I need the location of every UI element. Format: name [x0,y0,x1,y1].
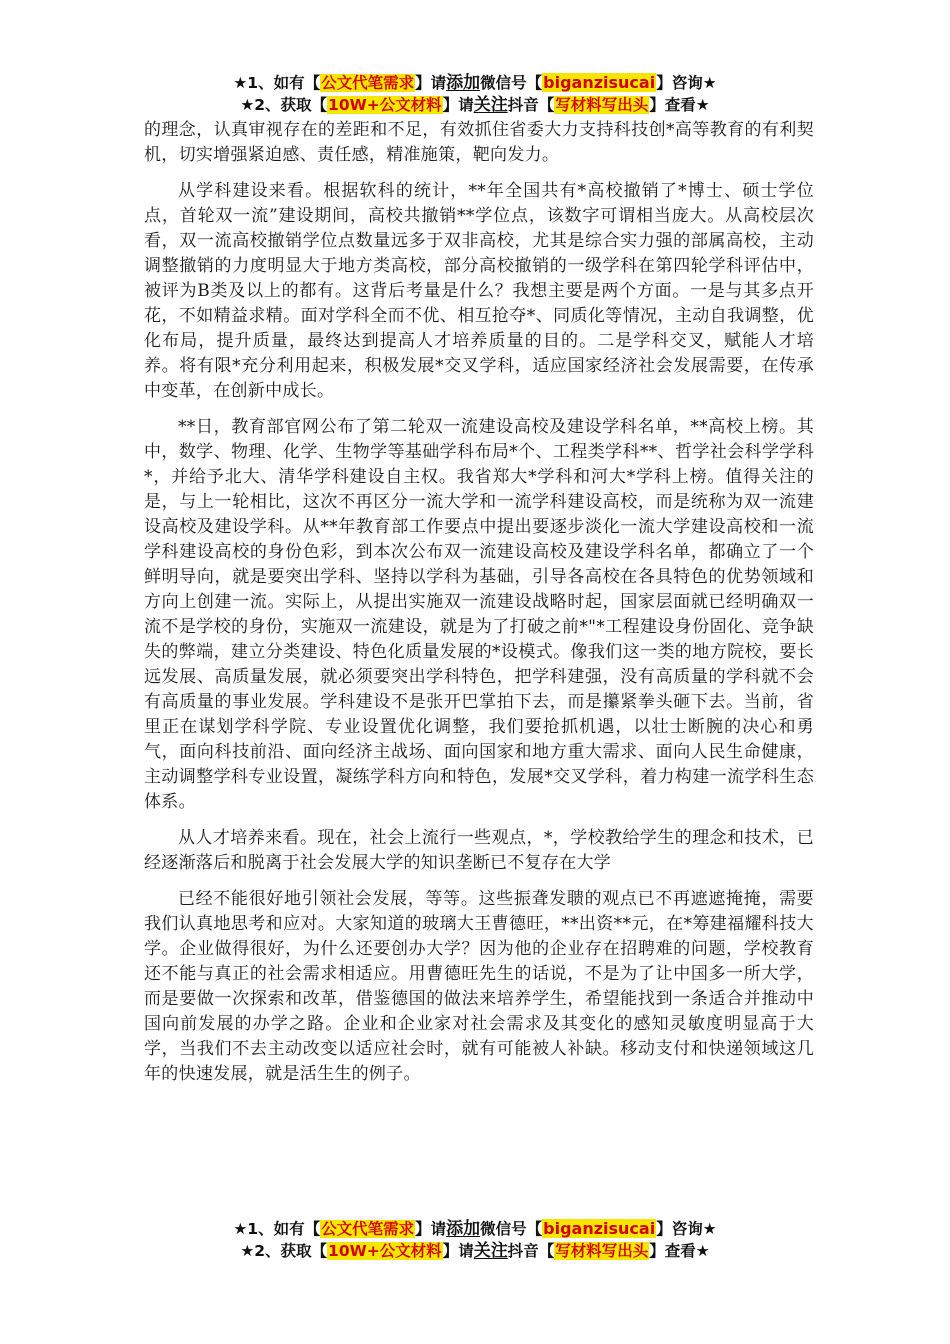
banner-text: ★2、获取【 [240,96,328,114]
banner-line-1 [0,72,950,94]
banner-text: 微信号【 [480,74,543,92]
highlight-douyin-account: 写材料写出头 [555,96,649,114]
banner-text: ★1、如有【 [233,74,321,92]
header-banner [0,72,950,116]
highlight-materials: 10W+公文材料 [328,96,442,114]
footer-banner [0,1218,950,1262]
underlined-word: 关注 [473,95,508,115]
underlined-word: 添加 [446,73,481,93]
banner-text: 】咨询★ [656,74,717,92]
banner-text: 】咨询★ [656,1220,717,1238]
banner-text: 】查看★ [649,1242,710,1260]
banner-text: 】请 [442,1242,474,1260]
paragraph: 已经不能很好地引领社会发展，等等。这些振聋发聩的观点已不再遮遮掩掩，需要我们认真地思考和应对。大家知道的玻璃大王曹德旺，**出资**元，在*筹建福耀科技大学。企业做得很好，为什么还要创办大学？因为他的企业存在招聘难的问题，学校教育还不能与真正的社会需求相适应。用曹德旺先生的话说，不是为了让中国多一所大学，而是要做一次探索和改革，借鉴德国的做法来培养学生，希望能找到一条适合并推动中国向前发展的办学之路。企业和企业家对社会需求及其变化的感知灵敏度明显高于大学，当我们不去主动改变以适应社会时，就有可能被人补缺。移动支付和快递领域这几年的快速发展，就是活生生的例子。 [144,889,814,1084]
banner-text: 微信号【 [480,1220,543,1238]
highlight-wechat-id: biganzisucai [543,73,656,92]
highlight-service: 公文代笔需求 [321,74,415,92]
paragraph: 从人才培养来看。现在，社会上流行一些观点，*，学校教给学生的理念和技术，已经逐渐落后和脱离于社会发展大学的知识垄断已不复存在大学 [144,828,814,873]
underlined-word: 关注 [473,1241,508,1261]
banner-text: 】查看★ [649,96,710,114]
banner-text: 】请 [415,1220,447,1238]
banner-text: ★1、如有【 [233,1220,321,1238]
paragraph: 从学科建设来看。根据软科的统计，**年全国共有*高校撤销了*博士、硕士学位点，首轮双一流”建设期间，高校共撤销**学位点，该数字可谓相当庞大。从高校层次看，双一流高校撤销学位点数量远多于双非高校，尤其是综合实力强的部属高校，主动调整撤销的力度明显大于地方类高校，部分高校撤销的一级学科在第四轮学科评估中，被评为B类及以上的都有。这背后考量是什么？我想主要是两个方面。一是与其多点开花，不如精益求精。面对学科全而不优、相互抢夺*、同质化等情况，主动自我调整，优化布局，提升质量，最终达到提高人才培养质量的目的。二是学科交叉，赋能人才培养。将有限*充分利用起来，积极发展*交叉学科，适应国家经济社会发展需要，在传承中变革，在创新中成长。 [144,181,814,401]
banner-text: 抖音【 [507,96,555,114]
banner-text: ★2、获取【 [240,1242,328,1260]
banner-line-2 [0,1240,950,1262]
document-body [144,118,814,1098]
highlight-wechat-id: biganzisucai [543,1219,656,1238]
banner-text: 】请 [415,74,447,92]
paragraph: 的理念，认真审视存在的差距和不足，有效抓住省委大力支持科技创*高等教育的有利契机，切实增强紧迫感、责任感，精准施策，靶向发力。 [144,120,814,165]
highlight-materials: 10W+公文材料 [328,1242,442,1260]
highlight-douyin-account: 写材料写出头 [555,1242,649,1260]
banner-line-1 [0,1218,950,1240]
underlined-word: 添加 [446,1219,481,1239]
banner-line-2 [0,94,950,116]
paragraph: **日，教育部官网公布了第二轮双一流建设高校及建设学科名单，**高校上榜。其中，数学、物理、化学、生物学等基础学科布局*个、工程类学科**、哲学社会科学学科*，并给予北大、清华学科建设自主权。我省郑大*学科和河大*学科上榜。值得关注的是，与上一轮相比，这次不再区分一流大学和一流学科建设高校，而是统称为双一流建设高校及建设学科。从**年教育部工作要点中提出要逐步淡化一流大学建设高校和一流学科建设高校的身份色彩，到本次公布双一流建设高校及建设学科名单，都确立了一个鲜明导向，就是要突出学科、坚持以学科为基础，引导各高校在各具特色的优势领域和方向上创建一流。实际上，从提出实施双一流建设战略时起，国家层面就已经明确双一流不是学校的身份，实施双一流建设，就是为了打破之前*"*工程建设身份固化、竞争缺失的弊端，建立分类建设、特色化质量发展的*设模式。像我们这一类的地方院校，要长远发展、高质量发展，就必须要突出学科特色，把学科建强，没有高质量的学科就不会有高质量的事业发展。学科建设不是张开巴掌拍下去，而是攥紧拳头砸下去。当前，省里正在谋划学科学院、专业设置优化调整，我们要抢抓机遇，以壮士断腕的决心和勇气，面向科技前沿、面向经济主战场、面向国家和地方重大需求、面向人民生命健康，主动调整学科专业设置，凝练学科方向和特色，发展*交叉学科，着力构建一流学科生态体系。 [144,417,814,812]
banner-text: 抖音【 [507,1242,555,1260]
banner-text: 】请 [442,96,474,114]
highlight-service: 公文代笔需求 [321,1220,415,1238]
